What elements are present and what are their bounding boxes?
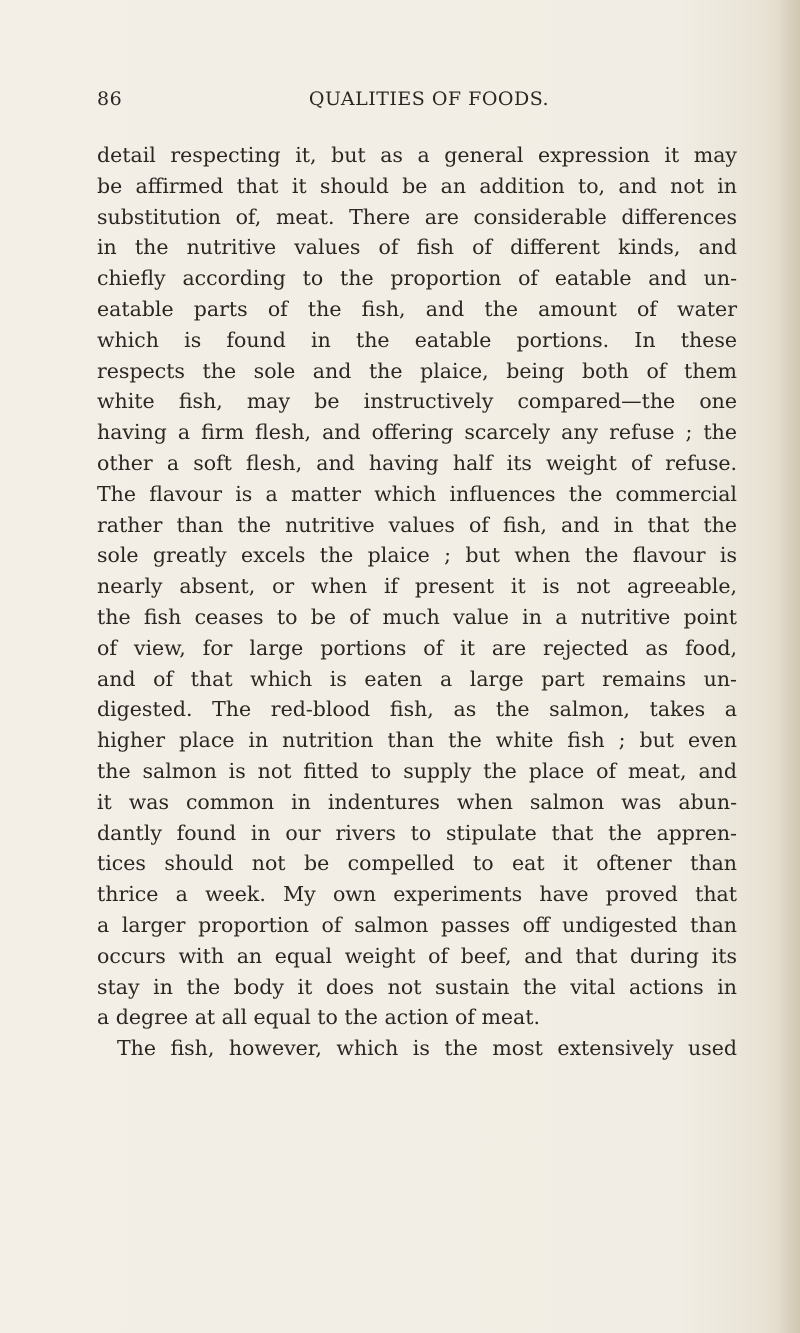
body-text bbox=[97, 140, 737, 1064]
text-line: respects the sole and the plaice, being both of them bbox=[97, 358, 737, 383]
page-edge-shadow bbox=[778, 0, 800, 1333]
page-header bbox=[97, 88, 737, 114]
text-line: be affirmed that it should be an addition to, and not in bbox=[97, 173, 737, 198]
text-line: the salmon is not fitted to supply the place of meat, and bbox=[97, 758, 737, 783]
text-line: detail respecting it, but as a general expression it may bbox=[97, 143, 737, 167]
text-line: of view, for large portions of it are rejected as food, bbox=[97, 635, 737, 660]
text-line: white fish, may be instructively compared—the one bbox=[97, 389, 737, 414]
text-line: The flavour is a matter which influences the commercial bbox=[97, 481, 737, 506]
text-line: substitution of, meat. There are considerable differences bbox=[97, 204, 737, 229]
text-line: tices should not be compelled to eat it oftener than bbox=[97, 851, 737, 876]
text-line: higher place in nutrition than the white fish ; but even bbox=[97, 728, 737, 753]
text-line: which is found in the eatable portions. In these bbox=[97, 327, 737, 352]
text-line: nearly absent, or when if present it is not agreeable, bbox=[97, 574, 737, 599]
text-line: thrice a week. My own experiments have proved that bbox=[97, 882, 737, 907]
text-line: other a soft flesh, and having half its weight of refuse. bbox=[97, 450, 737, 475]
text-line: it was common in indentures when salmon was abun- bbox=[97, 789, 737, 814]
text-line: digested. The red-blood fish, as the salmon, takes a bbox=[97, 697, 737, 722]
text-line: The fish, however, which is the most extensively used bbox=[117, 1036, 737, 1061]
text-line: in the nutritive values of fish of different kinds, and bbox=[97, 235, 737, 260]
text-line: a degree at all equal to the action of meat. bbox=[97, 1005, 541, 1030]
text-line: occurs with an equal weight of beef, and that during its bbox=[97, 943, 737, 968]
text-line: a larger proportion of salmon passes off undigested than bbox=[97, 912, 737, 937]
text-line: dantly found in our rivers to stipulate that the appren- bbox=[97, 820, 737, 845]
text-line: eatable parts of the fish, and the amount of water bbox=[97, 296, 737, 321]
text-line: stay in the body it does not sustain the vital actions in bbox=[97, 974, 737, 999]
text-line: the fish ceases to be of much value in a nutritive point bbox=[97, 604, 737, 629]
text-line: rather than the nutritive values of fish, and in that the bbox=[97, 512, 737, 537]
text-line: having a firm flesh, and offering scarcely any refuse ; the bbox=[97, 420, 737, 445]
running-head: QUALITIES OF FOODS. bbox=[308, 88, 550, 110]
text-line: chiefly according to the proportion of eatable and un- bbox=[97, 266, 737, 291]
text-line: sole greatly excels the plaice ; but when the flavour is bbox=[97, 543, 737, 568]
page-number: 86 bbox=[97, 88, 123, 110]
text-line: and of that which is eaten a large part remains un- bbox=[97, 666, 737, 691]
